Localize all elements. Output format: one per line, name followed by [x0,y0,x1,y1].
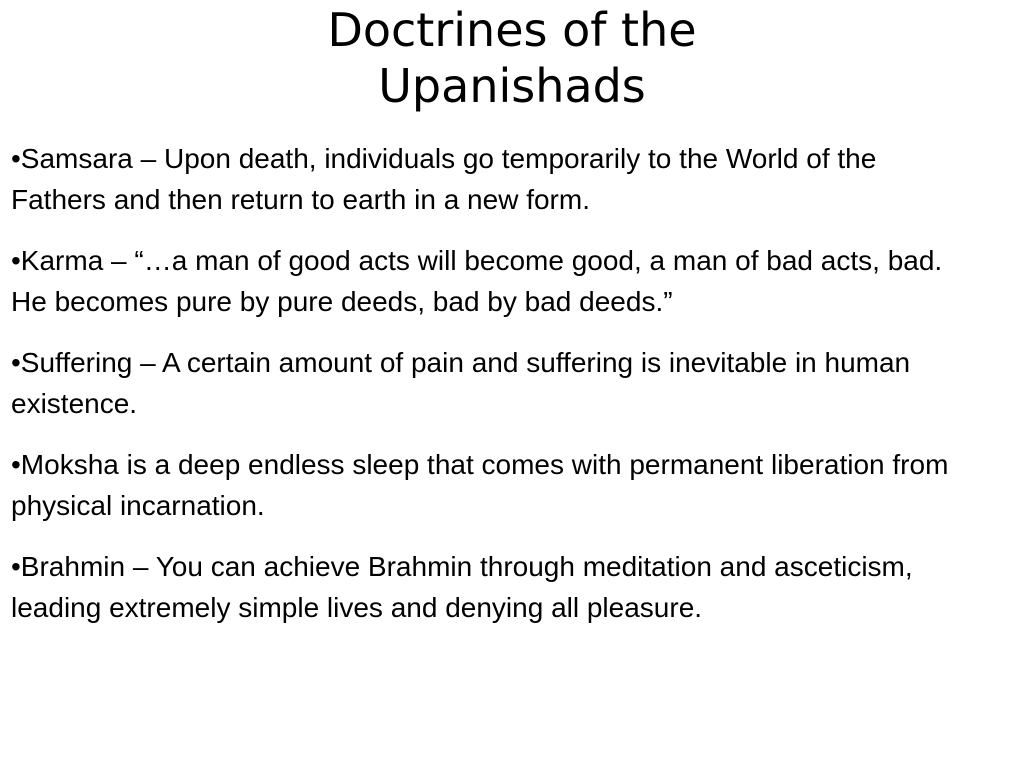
slide-title-line-2: Upanishads [378,59,646,113]
bullet-list [11,138,971,628]
bullet-suffering: •Suffering – A certain amount of pain and suffering is inevitable in human existence. [11,347,911,419]
slide-title-line-1: Doctrines of the [327,3,697,57]
bullet-brahmin: •Brahmin – You can achieve Brahmin through meditation and asceticism, leading extremely simple lives and denying all pleasure. [11,551,913,623]
slide-title [0,2,1024,114]
bullet-karma: •Karma – “…a man of good acts will become good, a man of bad acts, bad. He becomes pure by pure deeds, bad by bad deeds.” [11,245,943,317]
bullet-moksha: •Moksha is a deep endless sleep that comes with permanent liberation from physical incarnation. [11,449,949,521]
bullet-samsara: •Samsara – Upon death, individuals go temporarily to the World of the Fathers and then return to earth in a new form. [11,143,877,215]
